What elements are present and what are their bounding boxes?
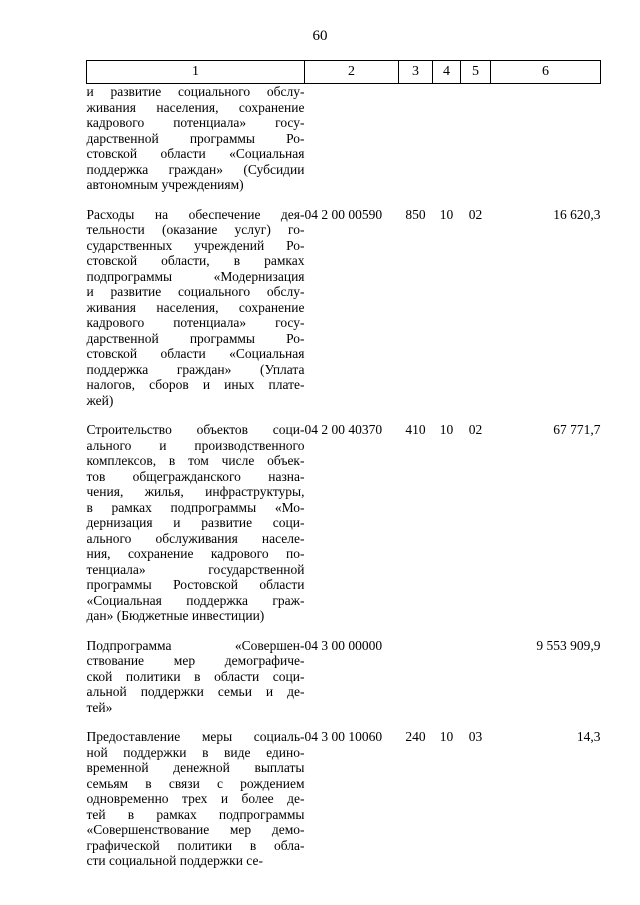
- description-line: семьям в связи с рождением: [86, 775, 305, 791]
- description-line: графической политики в обла-: [86, 837, 305, 853]
- row-code: [305, 84, 399, 193]
- row-code: 04 2 00 00590: [304, 206, 383, 222]
- description-line: стовской области, в рамках: [86, 253, 305, 268]
- header-col-3: 3: [399, 61, 433, 84]
- description-line: ской политики в области соци-: [86, 668, 305, 684]
- description-line: чения, жилья, инфраструктуры,: [86, 484, 305, 499]
- row-rz: 10: [439, 206, 454, 222]
- header-row: [87, 61, 601, 84]
- table-row: [87, 408, 601, 624]
- row-description: [87, 715, 305, 869]
- description-line: программы Ростовской области: [86, 577, 305, 592]
- row-pr: 02: [468, 422, 483, 437]
- description-line: в рамках подпрограммы «Мо-: [86, 499, 305, 515]
- header-col-6: 6: [491, 61, 601, 84]
- description-line: и развитие социального обслу-: [86, 284, 305, 299]
- description-line: «Совершенствование мер демо-: [86, 822, 305, 837]
- description-line: Подпрограмма «Совершен-: [86, 637, 305, 653]
- description-line: дернизация и развитие соци-: [86, 515, 305, 530]
- row-rz: 10: [439, 729, 454, 744]
- description-line: Предоставление меры социаль-: [86, 729, 305, 744]
- header-col-4: 4: [433, 61, 461, 84]
- row-description: [87, 624, 305, 716]
- row-pr: [461, 624, 491, 716]
- description-line: ального обслуживания населе-: [86, 530, 305, 546]
- row-amount: [491, 84, 601, 193]
- row-pr: 02: [468, 206, 483, 222]
- row-pr: 03: [468, 729, 483, 744]
- description-line: дан» (Бюджетные инвестиции): [86, 608, 265, 623]
- row-description: [87, 408, 305, 624]
- description-line: одновременно трех и более де-: [86, 791, 305, 806]
- description-line: кадрового потенциала» госу-: [86, 315, 305, 330]
- row-vr: [399, 84, 433, 193]
- row-rz: 10: [439, 422, 454, 437]
- description-line: ной поддержки в виде едино-: [86, 744, 305, 760]
- header-col-1: 1: [87, 61, 305, 84]
- row-vr: 240: [405, 729, 426, 744]
- description-line: налогов, сборов и иных плате-: [86, 377, 305, 392]
- row-description: [87, 84, 305, 193]
- row-code: 04 2 00 40370: [304, 422, 383, 437]
- description-line: тей в рамках подпрограммы: [86, 806, 305, 822]
- budget-table: [86, 60, 601, 869]
- description-line: ния, сохранение кадрового по-: [86, 546, 305, 561]
- description-line: жей): [86, 392, 114, 408]
- row-rz: [433, 624, 461, 716]
- row-vr: [399, 624, 433, 716]
- header-col-5: 5: [461, 61, 491, 84]
- description-line: кадрового потенциала» госу-: [86, 115, 305, 130]
- description-line: Расходы на обеспечение дея-: [86, 206, 305, 222]
- row-vr: 410: [405, 422, 426, 437]
- description-line: ального и производственного: [86, 437, 305, 453]
- row-code: 04 3 00 00000: [304, 637, 383, 653]
- table-row: [87, 715, 601, 869]
- description-line: тельности (оказание услуг) го-: [86, 222, 305, 237]
- description-line: живания населения, сохранение: [86, 299, 305, 315]
- description-line: дарственной программы Ро-: [86, 130, 305, 146]
- row-rz: [433, 84, 461, 193]
- description-line: сударственных учреждений Ро-: [86, 237, 305, 253]
- description-line: тенциала» государственной: [86, 561, 305, 577]
- row-amount: 67 771,7: [553, 422, 601, 437]
- table-row: [87, 624, 601, 716]
- description-line: живания населения, сохранение: [86, 99, 305, 115]
- row-amount: 14,3: [576, 729, 601, 744]
- row-amount: 16 620,3: [553, 206, 601, 222]
- description-line: тей»: [86, 699, 113, 715]
- description-line: автономным учреждениям): [86, 177, 244, 192]
- table-row: [87, 84, 601, 193]
- description-line: «Социальная поддержка граж-: [86, 592, 305, 608]
- description-line: ствование мер демографиче-: [86, 653, 305, 668]
- description-line: стовской области «Социальная: [86, 146, 305, 161]
- description-line: альной поддержки семьи и де-: [86, 684, 305, 699]
- table-row: [87, 193, 601, 409]
- description-line: подпрограммы «Модернизация: [86, 268, 305, 284]
- page-number: 60: [312, 28, 328, 44]
- row-vr: 850: [405, 206, 426, 222]
- row-code: 04 3 00 10060: [304, 729, 383, 744]
- description-line: Строительство объектов соци-: [86, 422, 305, 437]
- description-line: и развитие социального обслу-: [86, 84, 305, 99]
- row-amount: 9 553 909,9: [536, 637, 601, 653]
- table-body: [87, 84, 601, 869]
- description-line: поддержка граждан» (Уплата: [86, 361, 305, 377]
- description-line: стовской области «Социальная: [86, 346, 305, 361]
- description-line: сти социальной поддержки се-: [86, 853, 263, 868]
- description-line: поддержка граждан» (Субсидии: [86, 161, 305, 177]
- row-pr: [461, 84, 491, 193]
- header-col-2: 2: [305, 61, 399, 84]
- row-description: [87, 193, 305, 409]
- description-line: дарственной программы Ро-: [86, 330, 305, 346]
- description-line: тов общегражданского назна-: [86, 468, 305, 484]
- description-line: комплексов, в том числе объек-: [86, 453, 305, 468]
- description-line: временной денежной выплаты: [86, 760, 305, 775]
